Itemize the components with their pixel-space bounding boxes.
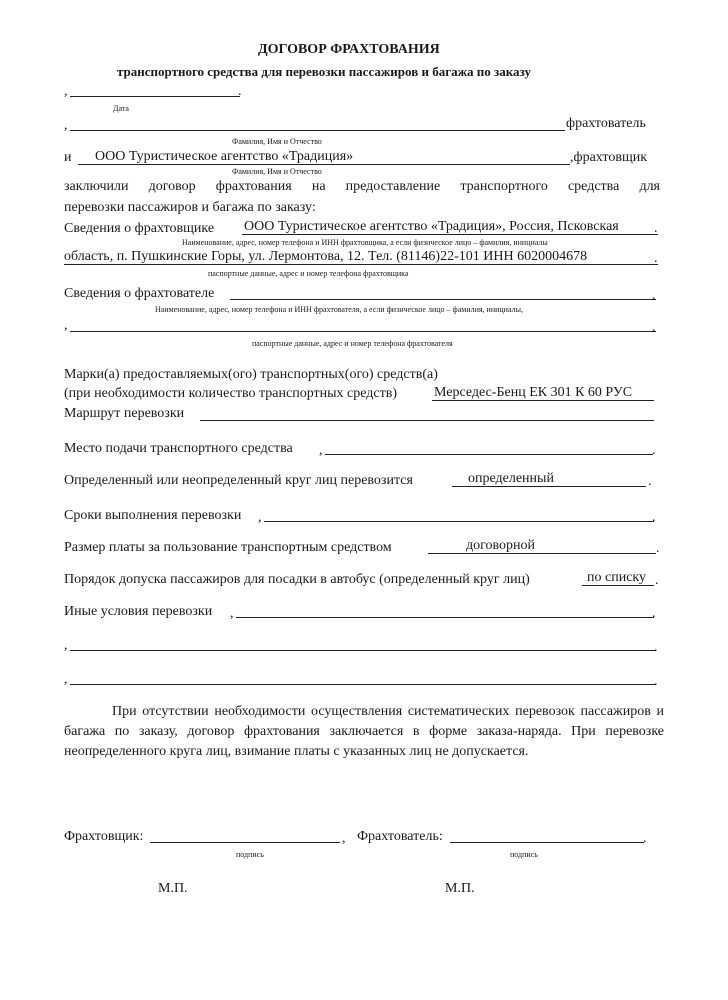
other-dot-end: . bbox=[652, 606, 656, 621]
date-dot-end: . bbox=[238, 84, 242, 99]
charterer-suffix: фрахтователь bbox=[566, 116, 646, 131]
vehicle-label-2: (при необходимости количество транспортных средств) bbox=[64, 386, 397, 401]
vehicle-value: Мерседес-Бенц ЕК 301 К 60 РУС bbox=[434, 385, 633, 400]
circle-label: Определенный или неопределенный круг лиц перевозится bbox=[64, 473, 413, 488]
charterer-info-label: Сведения о фрахтователе bbox=[64, 286, 215, 301]
admission-label: Порядок допуска пассажиров для посадки в автобус (определенный круг лиц) bbox=[64, 572, 530, 587]
date-dot-start: , bbox=[64, 84, 68, 99]
terms-dot-start: , bbox=[258, 510, 262, 525]
carrier-info-dot-1: . bbox=[654, 221, 658, 236]
payment-label: Размер платы за пользование транспортным средством bbox=[64, 540, 392, 555]
carrier-stamp: М.П. bbox=[158, 881, 188, 896]
pickup-dot-end: . bbox=[652, 443, 656, 458]
other-line bbox=[236, 617, 654, 618]
admission-value: по списку bbox=[587, 570, 647, 585]
extra-line-2 bbox=[70, 684, 656, 685]
carrier-info-dot-2: . bbox=[654, 251, 658, 266]
page-subtitle: транспортного средства для перевозки пассажиров и багажа по заказу bbox=[117, 64, 532, 79]
date-line bbox=[70, 96, 240, 97]
payment-line bbox=[428, 553, 656, 554]
carrier-signature-label: Фрахтовщик: bbox=[64, 829, 144, 844]
circle-dot: . bbox=[648, 474, 652, 489]
extra-line-2-dot-end: . bbox=[654, 674, 658, 689]
page-title: ДОГОВОР ФРАХТОВАНИЯ bbox=[258, 42, 440, 57]
extra-line-2-dot-start: , bbox=[64, 672, 68, 687]
carrier-suffix: ,фрахтовщик bbox=[570, 150, 648, 165]
carrier-info-hint-1: Наименование, адрес, номер телефона и ИНН фрахтовщика, а если физическое лицо – фамилия, инициалы bbox=[182, 238, 548, 247]
payment-value: договорной bbox=[466, 538, 536, 553]
charterer-signature-label: Фрахтователь: bbox=[357, 829, 443, 844]
intro-line-2: перевозки пассажиров и багажа по заказу: bbox=[64, 200, 316, 215]
route-line bbox=[200, 420, 654, 421]
charterer-info-dot-1: . bbox=[652, 288, 656, 303]
circle-value: определенный bbox=[468, 471, 554, 486]
carrier-prefix: и bbox=[64, 150, 72, 165]
extra-line-1 bbox=[70, 650, 656, 651]
terms-line bbox=[264, 521, 654, 522]
vehicle-label-1: Марки(а) предоставляемых(ого) транспортных(ого) средств(а) bbox=[64, 367, 438, 382]
charterer-info-hint-1: Наименование, адрес, номер телефона и ИНН фрахтователя, а если физическое лицо – фамилия, инициалы, bbox=[155, 305, 523, 314]
other-label: Иные условия перевозки bbox=[64, 604, 213, 619]
charterer-dot: , bbox=[64, 118, 68, 133]
charterer-line bbox=[70, 130, 565, 131]
carrier-info-value-1: ООО Туристическое агентство «Традиция», Россия, Псковская bbox=[244, 219, 619, 234]
carrier-signature-hint: подпись bbox=[236, 850, 264, 859]
charterer-info-line-2 bbox=[70, 331, 656, 332]
extra-line-1-dot-start: , bbox=[64, 638, 68, 653]
charterer-signature-dot: . bbox=[643, 831, 647, 846]
terms-label: Сроки выполнения перевозки bbox=[64, 508, 242, 523]
carrier-signature-line bbox=[150, 842, 340, 843]
carrier-info-value-2: область, п. Пушкинские Горы, ул. Лермонтова, 12. Тел. (81146)22-101 ИНН 6020004678 bbox=[64, 249, 588, 264]
pickup-line bbox=[325, 454, 653, 455]
charterer-hint: Фамилия, Имя и Отчество bbox=[232, 137, 322, 146]
route-label: Маршрут перевозки bbox=[64, 406, 185, 421]
intro-line-1: заключили договор фрахтования на предоставление транспортного средства для bbox=[64, 179, 660, 194]
charterer-signature-line bbox=[450, 842, 644, 843]
charterer-info-line-1 bbox=[230, 299, 656, 300]
charterer-signature-hint: подпись bbox=[510, 850, 538, 859]
charterer-info-dot-2b: . bbox=[652, 320, 656, 335]
date-hint: Дата bbox=[113, 104, 129, 113]
admission-dot: . bbox=[655, 573, 659, 588]
terms-dot-end: . bbox=[652, 510, 656, 525]
pickup-dot-start: , bbox=[319, 443, 323, 458]
carrier-info-label: Сведения о фрахтовщике bbox=[64, 221, 215, 236]
charterer-info-dot-2a: , bbox=[64, 318, 68, 333]
charterer-info-hint-2: паспортные данные, адрес и номер телефона фрахтователя bbox=[252, 339, 453, 348]
pickup-label: Место подачи транспортного средства bbox=[64, 441, 293, 456]
extra-line-1-dot-end: . bbox=[654, 640, 658, 655]
payment-dot: . bbox=[656, 541, 660, 556]
note-paragraph: При отсутствии необходимости осуществления систематических перевозок пассажиров и багажа по заказу, договор фрахтования заключается в форме заказа-наряда. При перевозке неопределенного круга лиц, взимание платы с указанных лиц не допускается. bbox=[64, 704, 664, 759]
carrier-value: ООО Туристическое агентство «Традиция» bbox=[95, 149, 354, 164]
other-dot-start: , bbox=[230, 606, 234, 621]
carrier-hint: Фамилия, Имя и Отчество bbox=[232, 167, 322, 176]
carrier-info-hint-2: паспортные данные, адрес и номер телефона фрахтовщика bbox=[208, 269, 409, 278]
carrier-signature-dot: , bbox=[342, 831, 346, 846]
charterer-stamp: М.П. bbox=[445, 881, 475, 896]
